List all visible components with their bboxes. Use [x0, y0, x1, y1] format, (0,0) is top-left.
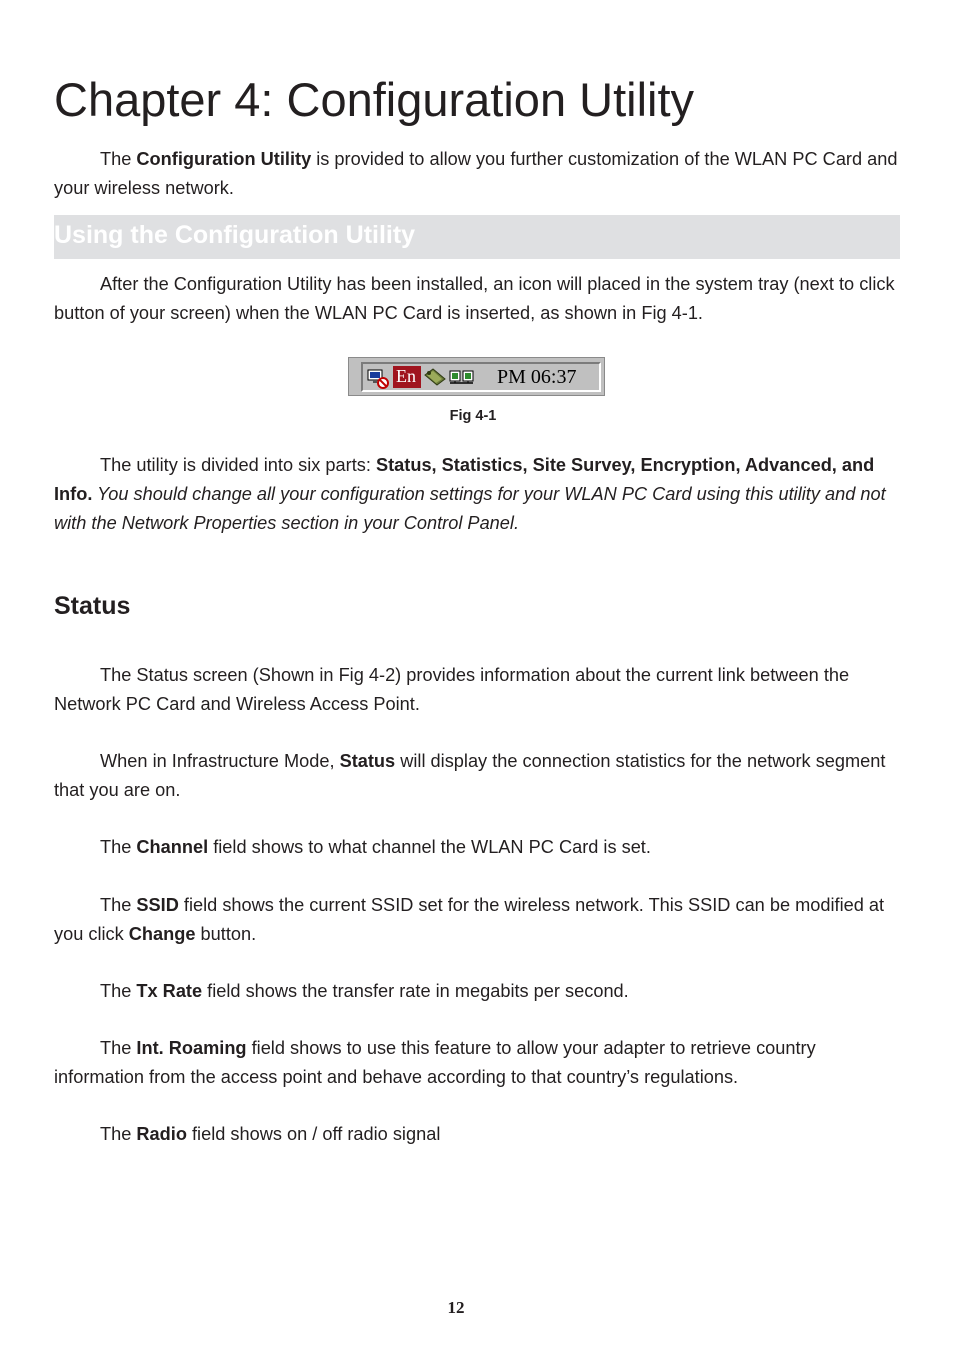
status-paragraph-2 [54, 747, 900, 805]
status-text: The Status screen (Shown in Fig 4-2) provides information about the current link between the Network PC Card and Wireless Access Point. [54, 665, 850, 714]
channel-text-end: field shows to what channel the WLAN PC Card is set. [208, 837, 651, 857]
intro-bold: Configuration Utility [136, 149, 312, 169]
roaming-text: The [100, 1038, 137, 1058]
system-tray-figure [348, 357, 605, 396]
channel-paragraph [54, 833, 900, 862]
install-paragraph: After the Configuration Utility has been installed, an icon will placed in the system tray (next to click button of your screen) when the WLAN PC Card is inserted, as shown in Fig 4-1. [54, 274, 895, 323]
section-bar [54, 215, 900, 259]
radio-text-end: field shows on / off radio signal [186, 1124, 441, 1144]
roaming-paragraph [54, 1034, 900, 1092]
tray-clock: PM 06:37 [497, 366, 577, 388]
tx-rate-bold: Tx Rate [136, 981, 203, 1001]
language-icon [393, 366, 421, 388]
network-icon [367, 368, 391, 395]
utility-icon [449, 368, 475, 391]
chapter-title: Chapter 4: Configuration Utility [54, 73, 695, 126]
parts-text: The utility is divided into six parts: [100, 455, 376, 475]
ssid-paragraph [54, 891, 900, 949]
channel-bold: Channel [136, 837, 209, 857]
section-bar-title: Using the Configuration Utility [54, 221, 416, 249]
intro-text-end: is provided to allow you further customization of the WLAN PC Card and your wireless network. [54, 149, 898, 198]
status-text: When in Infrastructure Mode, [100, 751, 340, 771]
wlan-card-icon [423, 367, 447, 392]
page-number: 12 [447, 1298, 465, 1317]
roaming-text-end: field shows to use this feature to allow your adapter to retrieve country information from the access point and behave according to that country’s regulations. [54, 1038, 816, 1087]
status-text-end: will display the connection statistics for the network segment that you are on. [54, 751, 886, 800]
ssid-text: The [100, 895, 137, 915]
channel-text: The [100, 837, 137, 857]
status-bold: Status [339, 751, 396, 771]
language-label: En [396, 366, 416, 386]
parts-paragraph [54, 451, 900, 538]
tx-rate-text-end: field shows the transfer rate in megabits per second. [202, 981, 629, 1001]
parts-bold: Status, Statistics, Site Survey, Encryption, Advanced, and Info. [54, 455, 875, 504]
tray-inset [361, 362, 601, 392]
tx-rate-text: The [100, 981, 137, 1001]
radio-bold: Radio [136, 1124, 187, 1144]
ssid-text-mid: field shows the current SSID set for the wireless network. This SSID can be modified at you click [54, 895, 885, 944]
ssid-text-end: button. [195, 924, 257, 944]
radio-paragraph [54, 1120, 900, 1149]
radio-text: The [100, 1124, 137, 1144]
figure-caption: Fig 4-1 [449, 408, 497, 424]
change-bold: Change [128, 924, 196, 944]
ssid-bold: SSID [136, 895, 179, 915]
intro-paragraph [54, 145, 900, 203]
status-paragraph-1 [54, 661, 900, 719]
parts-italic-note: You should change all your configuration settings for your WLAN PC Card using this utility and not with the Network Properties section in your Control Panel. [54, 484, 886, 533]
tx-rate-paragraph [54, 977, 900, 1006]
status-heading: Status [54, 592, 131, 620]
intro-text: The [100, 149, 137, 169]
roaming-bold: Int. Roaming [136, 1038, 247, 1058]
